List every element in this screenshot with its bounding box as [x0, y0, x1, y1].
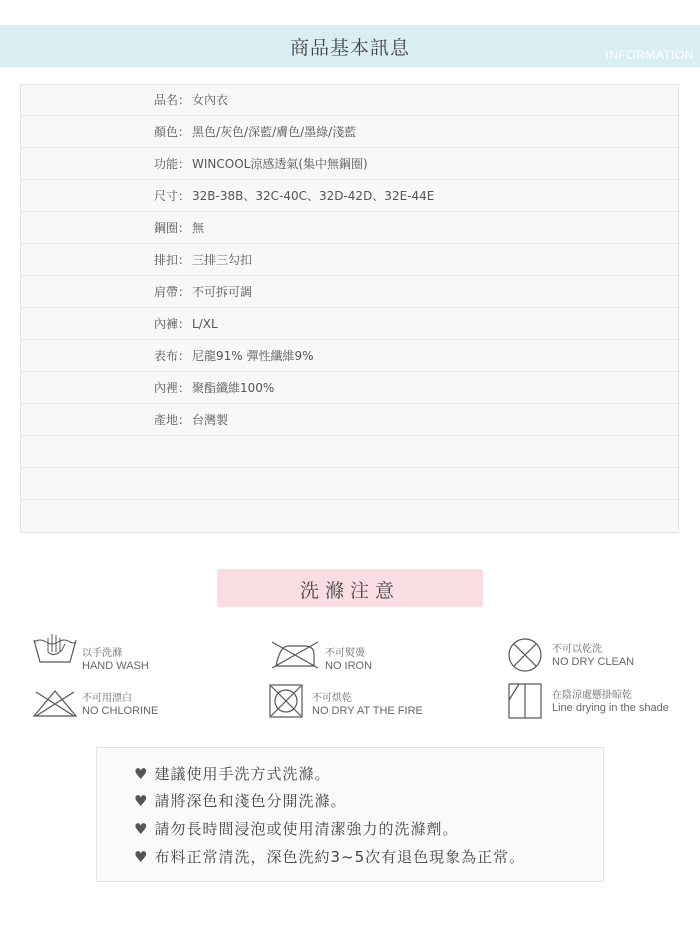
care-item-en: NO CHLORINE	[82, 705, 159, 717]
spec-label: 排扣：	[154, 253, 191, 267]
spec-row	[21, 181, 678, 212]
spec-value: 不可拆可調	[192, 285, 253, 299]
care-item-zh: 在陰涼處懸掛晾乾	[552, 690, 632, 701]
spec-label: 表布：	[154, 349, 191, 363]
spec-row	[21, 341, 678, 372]
care-item-zh: 以手洗滌	[82, 648, 122, 659]
spec-label: 顏色：	[154, 125, 191, 139]
care-item-no-dry-clean	[552, 644, 634, 668]
care-title: 洗滌注意	[299, 580, 400, 602]
spec-value: 女內衣	[192, 93, 229, 107]
care-item-no-chlorine	[82, 693, 158, 717]
care-item-zh: 不可烘乾	[312, 693, 352, 704]
care-item-en: HAND WASH	[82, 660, 149, 672]
note-text: 請將深色和淺色分開洗滌。	[154, 792, 347, 810]
care-item-en: NO DRY CLEAN	[552, 656, 635, 668]
section-subtitle: INFORMATION	[605, 48, 694, 62]
care-item-zh: 不可熨燙	[325, 648, 365, 659]
spec-label: 功能：	[154, 157, 191, 171]
heart-icon: ♥	[134, 765, 149, 783]
hand-wash-icon	[32, 632, 78, 666]
spec-label: 肩帶：	[154, 285, 191, 299]
spec-row-empty	[21, 469, 678, 500]
no-chlorine-icon	[32, 688, 78, 718]
care-item-zh: 不可用漂白	[82, 693, 132, 704]
heart-icon: ♥	[134, 792, 149, 810]
spec-value: L/XL	[192, 317, 218, 331]
spec-value: 聚酯纖維100%	[192, 381, 275, 395]
care-item-no-tumble-dry	[312, 693, 423, 717]
spec-row	[21, 85, 678, 116]
note-text: 布料正常清洗，深色洗約3~5次有退色現象為正常。	[154, 848, 526, 866]
spec-label: 內褲：	[154, 317, 191, 331]
spec-label: 內裡：	[154, 381, 191, 395]
no-tumble-dry-icon	[268, 683, 304, 719]
spec-row	[21, 309, 678, 340]
spec-table	[20, 84, 679, 533]
spec-row	[21, 277, 678, 308]
spec-row	[21, 245, 678, 276]
spec-value: 32B-38B、32C-40C、32D-42D、32E-44E	[192, 189, 435, 203]
line-dry-shade-icon	[507, 682, 543, 720]
section-title: 商品基本訊息	[289, 37, 410, 59]
spec-value: WINCOOL涼感透氣(集中無鋼圈)	[192, 157, 368, 171]
spec-label: 品名：	[154, 93, 191, 107]
spec-row-empty	[21, 437, 678, 468]
spec-row	[21, 213, 678, 244]
heart-icon: ♥	[134, 848, 149, 866]
care-item-en: NO DRY AT THE FIRE	[312, 705, 423, 717]
spec-row	[21, 373, 678, 404]
note-text: 請勿長時間浸泡或使用清潔強力的洗滌劑。	[154, 820, 459, 838]
care-item-line-dry-shade	[552, 690, 669, 714]
note-text: 建議使用手洗方式洗滌。	[154, 765, 331, 783]
note-item	[134, 818, 458, 839]
care-item-en: Line drying in the shade	[552, 702, 669, 714]
care-item-en: NO IRON	[325, 660, 373, 672]
spec-row-empty	[21, 501, 678, 532]
spec-row	[21, 149, 678, 180]
spec-value: 無	[192, 221, 205, 235]
spec-value: 台灣製	[192, 413, 229, 427]
spec-value: 尼龍91% 彈性纖維9%	[192, 349, 314, 363]
care-item-no-iron	[325, 648, 372, 672]
heart-icon: ♥	[134, 820, 149, 838]
no-dry-clean-icon	[507, 637, 543, 673]
spec-label: 產地：	[154, 413, 191, 427]
spec-value: 三排三勾扣	[192, 253, 253, 267]
spec-value: 黑色/灰色/深藍/膚色/墨綠/淺藍	[192, 125, 357, 139]
spec-row	[21, 405, 678, 436]
spec-label: 鋼圈：	[154, 221, 191, 235]
spec-row	[21, 117, 678, 148]
no-iron-icon	[270, 640, 320, 670]
care-item-hand-wash	[82, 648, 149, 672]
note-item	[134, 790, 346, 811]
spec-label: 尺寸：	[154, 189, 191, 203]
note-item	[134, 846, 525, 867]
note-item	[134, 763, 330, 784]
care-item-zh: 不可以乾洗	[552, 644, 602, 655]
